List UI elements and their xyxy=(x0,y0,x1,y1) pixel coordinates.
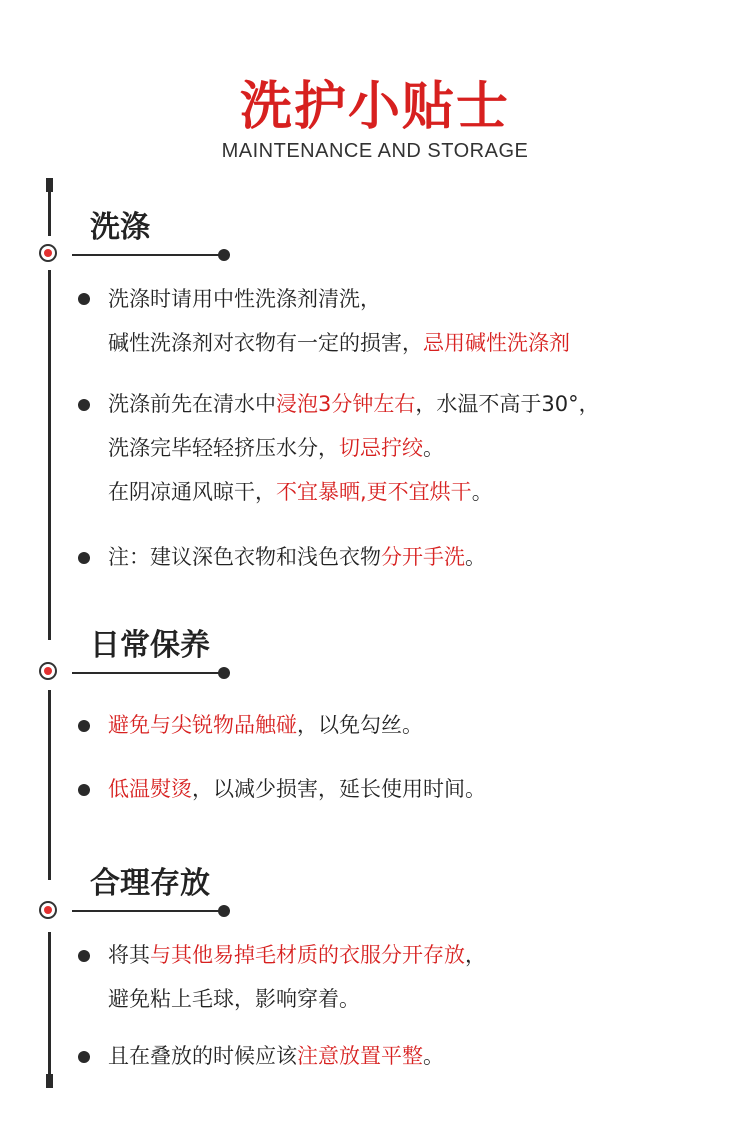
bullet-icon xyxy=(78,950,90,962)
item-line: 碱性洗涤剂对衣物有一定的损害，忌用碱性洗涤剂 xyxy=(108,331,570,355)
bullet-icon xyxy=(78,399,90,411)
bullet-icon xyxy=(78,720,90,732)
timeline-line xyxy=(48,270,51,640)
timeline-node-icon xyxy=(39,244,57,262)
section-divider xyxy=(72,254,222,256)
list-item xyxy=(108,382,600,514)
item-line: 低温熨烫，以减少损害，延长使用时间。 xyxy=(108,777,486,801)
section-heading-daily-care: 日常保养 xyxy=(90,628,210,663)
item-line: 避免粘上毛球，影响穿着。 xyxy=(108,987,360,1011)
section-heading-storage: 合理存放 xyxy=(90,866,210,901)
section-divider-end-icon xyxy=(218,667,230,679)
list-item xyxy=(108,535,486,579)
item-line: 将其与其他易掉毛材质的衣服分开存放， xyxy=(108,943,486,967)
item-line: 洗涤前先在清水中浸泡3分钟左右，水温不高于30°， xyxy=(108,392,600,416)
page-title: 洗护小贴士 xyxy=(239,77,510,137)
timeline-node-icon xyxy=(39,901,57,919)
page-subtitle: MAINTENANCE AND STORAGE xyxy=(221,140,529,162)
timeline-node-icon xyxy=(39,662,57,680)
bullet-icon xyxy=(78,784,90,796)
item-line: 注：建议深色衣物和浅色衣物分开手洗。 xyxy=(108,545,486,569)
list-item xyxy=(108,703,423,747)
item-line: 洗涤时请用中性洗涤剂清洗， xyxy=(108,287,381,311)
list-item xyxy=(108,767,486,811)
item-line: 避免与尖锐物品触碰，以免勾丝。 xyxy=(108,713,423,737)
list-item xyxy=(108,933,486,1021)
list-item xyxy=(108,1034,444,1078)
bullet-icon xyxy=(78,293,90,305)
section-divider xyxy=(72,910,222,912)
section-divider-end-icon xyxy=(218,249,230,261)
list-item xyxy=(108,277,570,365)
item-line: 洗涤完毕轻轻挤压水分，切忌拧绞。 xyxy=(108,436,444,460)
item-line: 且在叠放的时候应该注意放置平整。 xyxy=(108,1044,444,1068)
bullet-icon xyxy=(78,552,90,564)
section-divider xyxy=(72,672,222,674)
section-divider-end-icon xyxy=(218,905,230,917)
timeline-line xyxy=(48,178,51,236)
bullet-icon xyxy=(78,1051,90,1063)
timeline-line xyxy=(48,932,51,1084)
item-line: 在阴凉通风晾干，不宜暴晒,更不宜烘干。 xyxy=(108,480,493,504)
timeline-line xyxy=(48,690,51,880)
timeline-bottom-cap xyxy=(46,1074,53,1088)
section-heading-washing: 洗涤 xyxy=(90,210,150,245)
